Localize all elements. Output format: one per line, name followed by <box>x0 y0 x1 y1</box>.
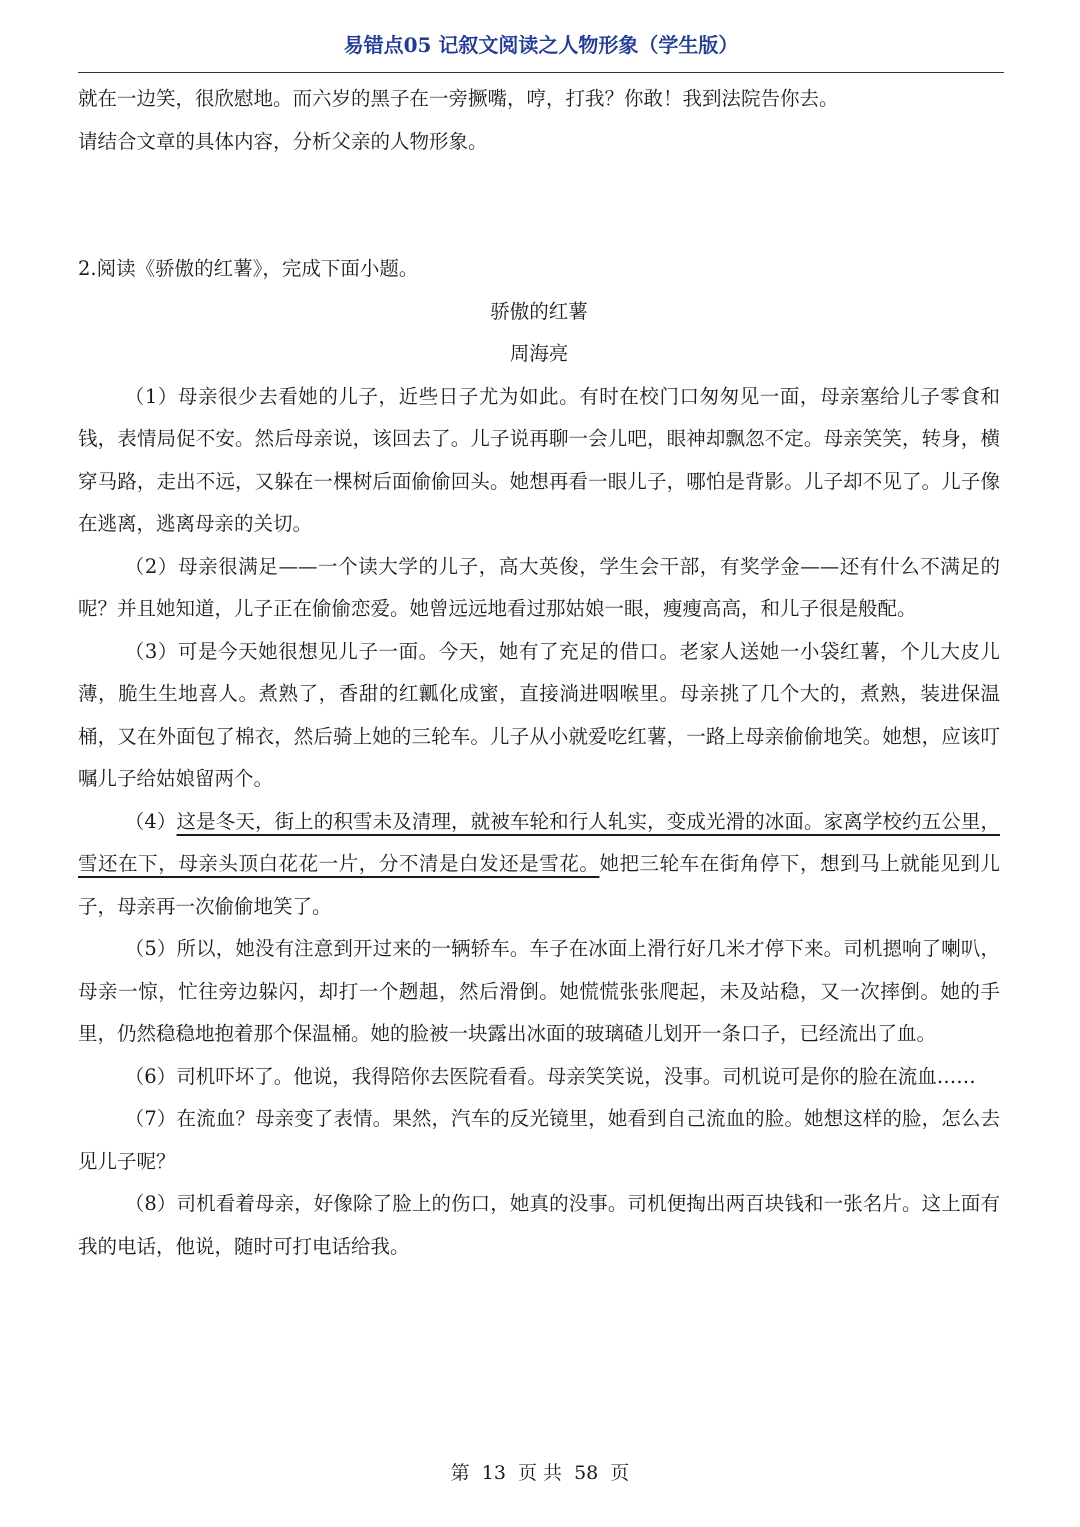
page-footer <box>0 1458 1080 1488</box>
question-text: 请结合文章的具体内容，分析父亲的人物形象。 <box>78 129 488 153</box>
paragraph-2: （2）母亲很满足——一个读大学的儿子，高大英俊，学生会干部，有奖学金——还有什么不满足的呢？并且她知道，儿子正在偷偷恋爱。她曾远远地看过那姑娘一眼，瘦瘦高高，和儿子很是般配。 <box>78 554 1000 620</box>
paragraph-3: （3）可是今天她很想见儿子一面。今天，她有了充足的借口。老家人送她一小袋红薯，个儿大皮儿薄，脆生生地喜人。煮熟了，香甜的红瓤化成蜜，直接淌进咽喉里。母亲挑了几个大的，煮熟，装进保温桶，又在外面包了棉衣，然后骑上她的三轮车。儿子从小就爱吃红薯，一路上母亲偷偷地笑。她想，应该叮嘱儿子给姑娘留两个。 <box>78 639 1000 790</box>
paragraph-4-label: （4） <box>124 809 177 833</box>
footer-prefix: 第 <box>450 1462 470 1484</box>
article-title: 骄傲的红薯 <box>490 299 588 323</box>
footer-suffix: 页 <box>610 1462 630 1484</box>
paragraph-4-underlined: 这是冬天，街上的积雪未及清理，就被车轮和行人轧实，变成光滑的冰面。家离学校约五公里，雪还在下，母亲头顶白花花一片，分不清是白发还是雪花。 <box>78 809 1000 875</box>
paragraph-8: （8）司机看着母亲，好像除了脸上的伤口，她真的没事。司机便掏出两百块钱和一张名片。这上面有我的电话，他说，随时可打电话给我。 <box>78 1192 1000 1258</box>
text-line: 就在一边笑，很欣慰地。而六岁的黑子在一旁撅嘴，哼，打我？你敢！我到法院告你去。 <box>78 87 839 110</box>
article-author: 周海亮 <box>509 342 569 365</box>
paragraph-7: （7）在流血？母亲变了表情。果然，汽车的反光镜里，她看到自己流血的脸。她想这样的脸，怎么去见儿子呢？ <box>78 1107 1000 1173</box>
document-body <box>78 78 1000 1268</box>
paragraph-6: （6）司机吓坏了。他说，我得陪你去医院看看。母亲笑笑说，没事。司机说可是你的脸在流血…… <box>124 1064 976 1088</box>
footer-total-pages: 58 <box>574 1462 599 1484</box>
paragraph-5: （5）所以，她没有注意到开过来的一辆轿车。车子在冰面上滑行好几米才停下来。司机摁响了喇叭，母亲一惊，忙往旁边躲闪，却打一个趔趄，然后滑倒。她慌慌张张爬起，未及站稳，又一次摔倒。她的手里，仍然稳稳地抱着那个保温桶。她的脸被一块露出冰面的玻璃碴儿划开一条口子，已经流出了血。 <box>78 937 1000 1045</box>
paragraph-4 <box>78 801 1000 929</box>
article-paragraphs <box>78 376 1000 1269</box>
footer-middle: 页 共 <box>517 1462 563 1484</box>
paragraph-1: （1）母亲很少去看她的儿子，近些日子尤为如此。有时在校门口匆匆见一面，母亲塞给儿子零食和钱，表情局促不安。然后母亲说，该回去了。儿子说再聊一会儿吧，眼神却飘忽不定。母亲笑笑，转身，横穿马路，走出不远，又躲在一棵树后面偷偷回头。她想再看一眼儿子，哪怕是背影。儿子却不见了。儿子像在逃离，逃离母亲的关切。 <box>78 384 1000 535</box>
header-divider <box>78 72 1004 73</box>
page-header-title: 易错点05 记叙文阅读之人物形象（学生版） <box>343 33 739 57</box>
paragraph-4-rest: 她把三轮车在街角停下，想到马上就能见到儿子，母亲再一次偷偷地笑了。 <box>78 852 1000 918</box>
answer-space <box>78 163 1000 248</box>
footer-page-number: 13 <box>481 1462 506 1484</box>
section-instruction: 2.阅读《骄傲的红薯》，完成下面小题。 <box>78 257 419 280</box>
